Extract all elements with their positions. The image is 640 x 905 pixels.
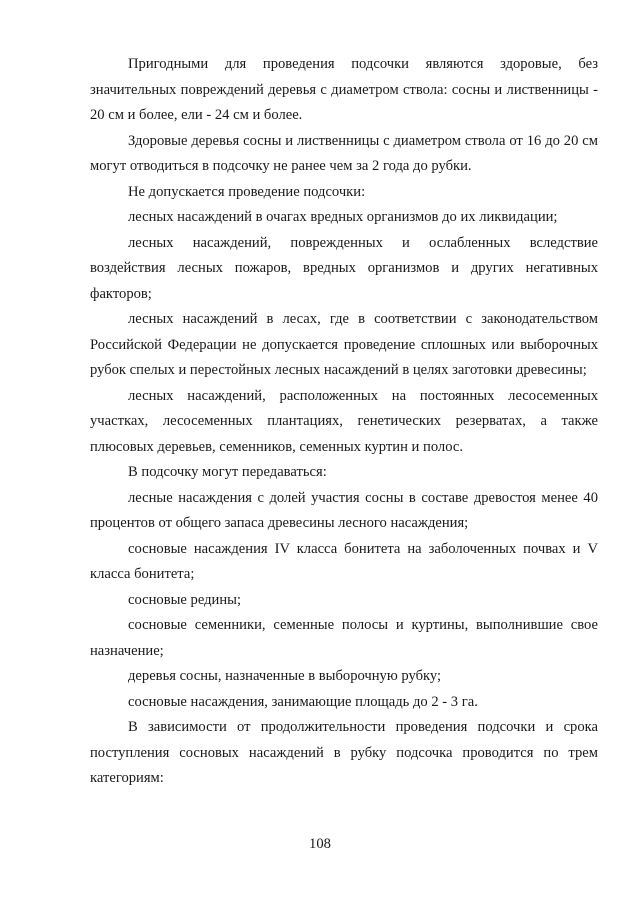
body-text xyxy=(90,52,598,792)
paragraph: Не допускается проведение подсочки: xyxy=(128,183,366,200)
paragraph: сосновые редины; xyxy=(128,591,242,608)
paragraph: Пригодными для проведения подсочки являются здоровые, без значительных повреждений деревья с диаметром ствола: сосны и лиственницы - 20 см и более, ели - 24 см и более. xyxy=(90,56,598,123)
paragraph: сосновые насаждения, занимающие площадь до 2 - 3 га. xyxy=(128,693,478,710)
page-number: 108 xyxy=(309,836,331,852)
paragraph: лесных насаждений в очагах вредных организмов до их ликвидации; xyxy=(128,209,558,225)
paragraph: лесных насаждений в лесах, где в соответствии с законодательством Российской Федерации не допускается проведение сплошных или выборочных рубок спелых и перестойных лесных насаждений в целях заготовки древесины; xyxy=(90,311,598,378)
paragraph: сосновые насаждения IV класса бонитета на заболоченных почвах и V класса бонитета; xyxy=(90,540,598,582)
paragraph: деревья сосны, назначенные в выборочную рубку; xyxy=(128,668,442,684)
paragraph: сосновые семенники, семенные полосы и куртины, выполнившие свое назначение; xyxy=(90,617,598,659)
paragraph: лесных насаждений, расположенных на постоянных лесосеменных участках, лесосеменных плантациях, генетических резерватах, а также плюсовых деревьев, семенников, семенных куртин и полос. xyxy=(90,387,598,455)
paragraph: В подсочку могут передаваться: xyxy=(128,464,327,480)
paragraph: Здоровые деревья сосны и лиственницы с диаметром ствола от 16 до 20 см могут отводиться в подсочку не ранее чем за 2 года до рубки. xyxy=(90,132,598,174)
paragraph: В зависимости от продолжительности проведения подсочки и срока поступления сосновых насаждений в рубку подсочка проводится по трем категориям: xyxy=(90,719,598,786)
paragraph: лесных насаждений, поврежденных и ослабленных вследствие воздействия лесных пожаров, вредных организмов и других негативных факторов; xyxy=(90,234,598,302)
paragraph: лесные насаждения с долей участия сосны в составе древостоя менее 40 процентов от общего запаса древесины лесного насаждения; xyxy=(90,489,598,531)
